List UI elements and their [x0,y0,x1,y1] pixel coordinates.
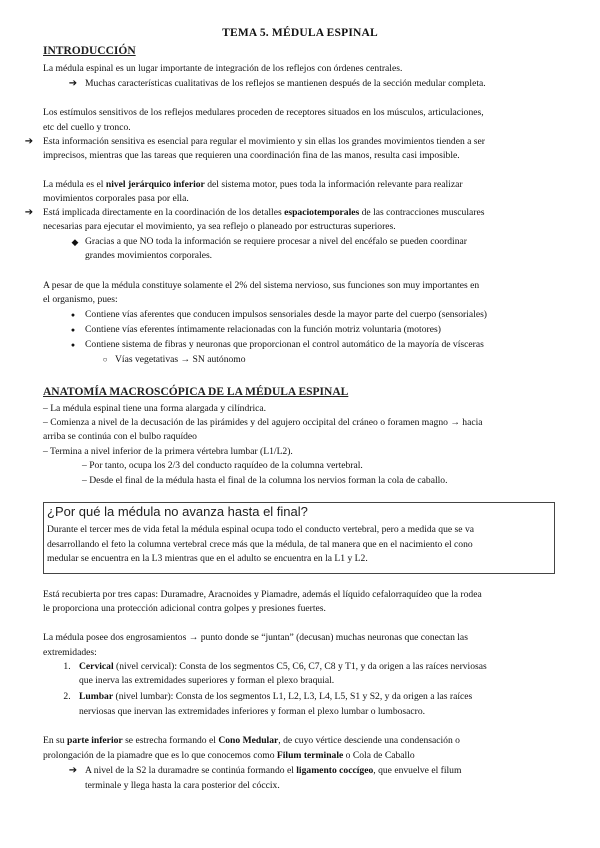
paragraph-line: prolongación de la piamadre que es lo que conocemos como Filum terminale o Cola de Caballo [43,750,415,761]
list-item-text: Contiene vías eferentes íntimamente relacionadas con la función motriz voluntaria (motores) [85,324,441,335]
list-item-text: Gracias a que NO toda la información se requiere procesar a nivel del encéfalo se pueden coordinar [85,236,467,247]
paragraph-line: – La médula espinal tiene una forma alargada y cilíndrica. [43,403,267,414]
list-number: 2. [63,691,71,702]
paragraph-line: – Termina a nivel inferior de la primera vértebra lumbar (L1/L2). [43,446,293,457]
paragraph-line: movimientos corporales pasa por ella. [43,193,189,204]
paragraph-line: arriba se continúa con el bulbo raquídeo [43,431,197,442]
section-heading-introduction: INTRODUCCIÓN [43,45,136,57]
note-box-line: Durante el tercer mes de vida fetal la médula espinal ocupa todo el conducto vertebral, pero a medida que se va [47,524,475,535]
bold-term: ligamento coccígeo [296,765,374,776]
bullet-list-item [70,338,555,352]
paragraph-line: nerviosas que inervan las extremidades inferiores y forman el plexo lumbar o lumbosacro. [79,706,426,717]
paragraph-line: que inerva las extremidades superiores y forman el plexo braquial. [79,675,335,686]
arrow-icon: ➔ [24,136,34,147]
bold-term: nivel jerárquico inferior [105,179,205,190]
arrow-list-item [68,77,555,91]
bold-term: parte inferior [66,735,123,746]
paragraph-line: – Comienza a nivel de la decusación de las pirámides y del agujero occipital del cráneo o foramen magno → hacia [43,417,483,428]
paragraph-line: el organismo, pues: [43,294,118,305]
note-box-line: desarrollando el feto la columna vertebral crece más que la médula, de tal manera que en el nacimiento el cono [47,539,473,550]
note-box-title: ¿Por qué la médula no avanza hasta el final? [47,504,308,519]
bold-term: Cervical [79,661,114,672]
paragraph-line: etc del cuello y tronco. [43,122,131,133]
bullet-list-item [70,308,555,322]
circle-icon: ○ [102,355,108,364]
bold-term: Lumbar [79,691,114,702]
bold-term: Filum terminale [276,750,344,761]
bullet-icon: ● [70,341,76,349]
paragraph-line: Está recubierta por tres capas: Duramadre, Aracnoides y Piamadre, además el líquido cefalorraquídeo que la rodea [43,589,482,600]
diamond-icon: ◆ [71,237,79,247]
list-item-text: Contiene vías aferentes que conducen impulsos sensoriales desde la mayor parte del cuerpo (sensoriales) [85,309,488,320]
list-number: 1. [63,661,71,672]
bold-term: espaciotemporales [284,207,360,218]
list-item-text: Muchas características cualitativas de los reflejos se mantienen después de la sección medular completa. [85,78,486,89]
arrow-icon: ➔ [24,207,34,218]
paragraph-line: extremidades: [43,647,97,658]
paragraph-line: grandes movimientos corporales. [85,250,213,261]
list-item-text: Contiene sistema de fibras y neuronas que proporcionan el control automático de la mayoría de vísceras [85,339,484,350]
section-heading-anatomy: ANATOMÍA MACROSCÓPICA DE LA MÉDULA ESPINAL [43,386,349,398]
paragraph-line: le proporciona una protección adicional contra golpes y presiones fuertes. [43,603,326,614]
arrow-list-item: ➔ Está implicada directamente en la coordinación de los detalles espaciotemporales de las contracciones musculares [43,206,555,220]
arrow-icon: ➔ [68,765,78,776]
bullet-icon: ● [70,326,76,334]
numbered-list-item: 2. Lumbar (nivel lumbar): Consta de los segmentos L1, L2, L3, L4, L5, S1 y S2, y da origen a las raíces [79,690,555,704]
note-box-line: medular se encuentra en la L3 mientras que en el adulto se encuentra en la L1 y L2. [47,553,368,564]
paragraph-line: – Por tanto, ocupa los 2/3 del conducto raquídeo de la columna vertebral. [82,460,363,471]
paragraph-line: En su parte inferior se estrecha formando el Cono Medular, de cuyo vértice desciende una condensación o [43,735,460,746]
paragraph-line: La médula espinal es un lugar importante de integración de los reflejos con órdenes centrales. [43,63,403,74]
circle-list-item [102,353,555,367]
page-title: TEMA 5. MÉDULA ESPINAL [222,27,378,39]
paragraph-line: imprecisos, mientras que las tareas que requieren una coordinación fina de las manos, resulta casi imposible. [43,150,460,161]
paragraph-line: terminale y llega hasta la cara posterior del cóccix. [85,780,280,791]
list-item-text: Esta información sensitiva es esencial para regular el movimiento y sin ellas los grandes movimientos tienden a ser [43,136,485,147]
paragraph-line: A pesar de que la médula constituye solamente el 2% del sistema nervioso, sus funciones son muy importantes en [43,280,480,291]
bullet-list-item [70,323,555,337]
paragraph-line: Los estímulos sensitivos de los reflejos medulares proceden de receptores situados en los músculos, articulaciones, [43,107,484,118]
paragraph-line: – Desde el final de la médula hasta el final de la columna los nervios forman la cola de caballo. [82,475,448,486]
arrow-list-item [24,135,555,149]
arrow-icon: ➔ [68,78,78,89]
bullet-icon: ● [70,311,76,319]
bold-term: Cono Medular [218,735,279,746]
paragraph-line: La médula es el nivel jerárquico inferior del sistema motor, pues toda la información relevante para realizar [43,179,463,190]
arrow-list-item: ➔ A nivel de la S2 la duramadre se continúa formando el ligamento coccígeo, que envuelve el filum [85,764,555,778]
diamond-list-item [71,235,555,249]
paragraph-line: necesarias para ejecutar el movimiento, ya sea reflejo o planeado por estructuras superiores. [43,221,396,232]
numbered-list-item: 1. Cervical (nivel cervical): Consta de los segmentos C5, C6, C7, C8 y T1, y da origen a las raíces nerviosas [79,660,555,674]
list-item-text: Vías vegetativas → SN autónomo [115,354,246,365]
paragraph-line: La médula posee dos engrosamientos → punto donde se “juntan” (decusan) muchas neuronas que conectan las [43,632,468,643]
